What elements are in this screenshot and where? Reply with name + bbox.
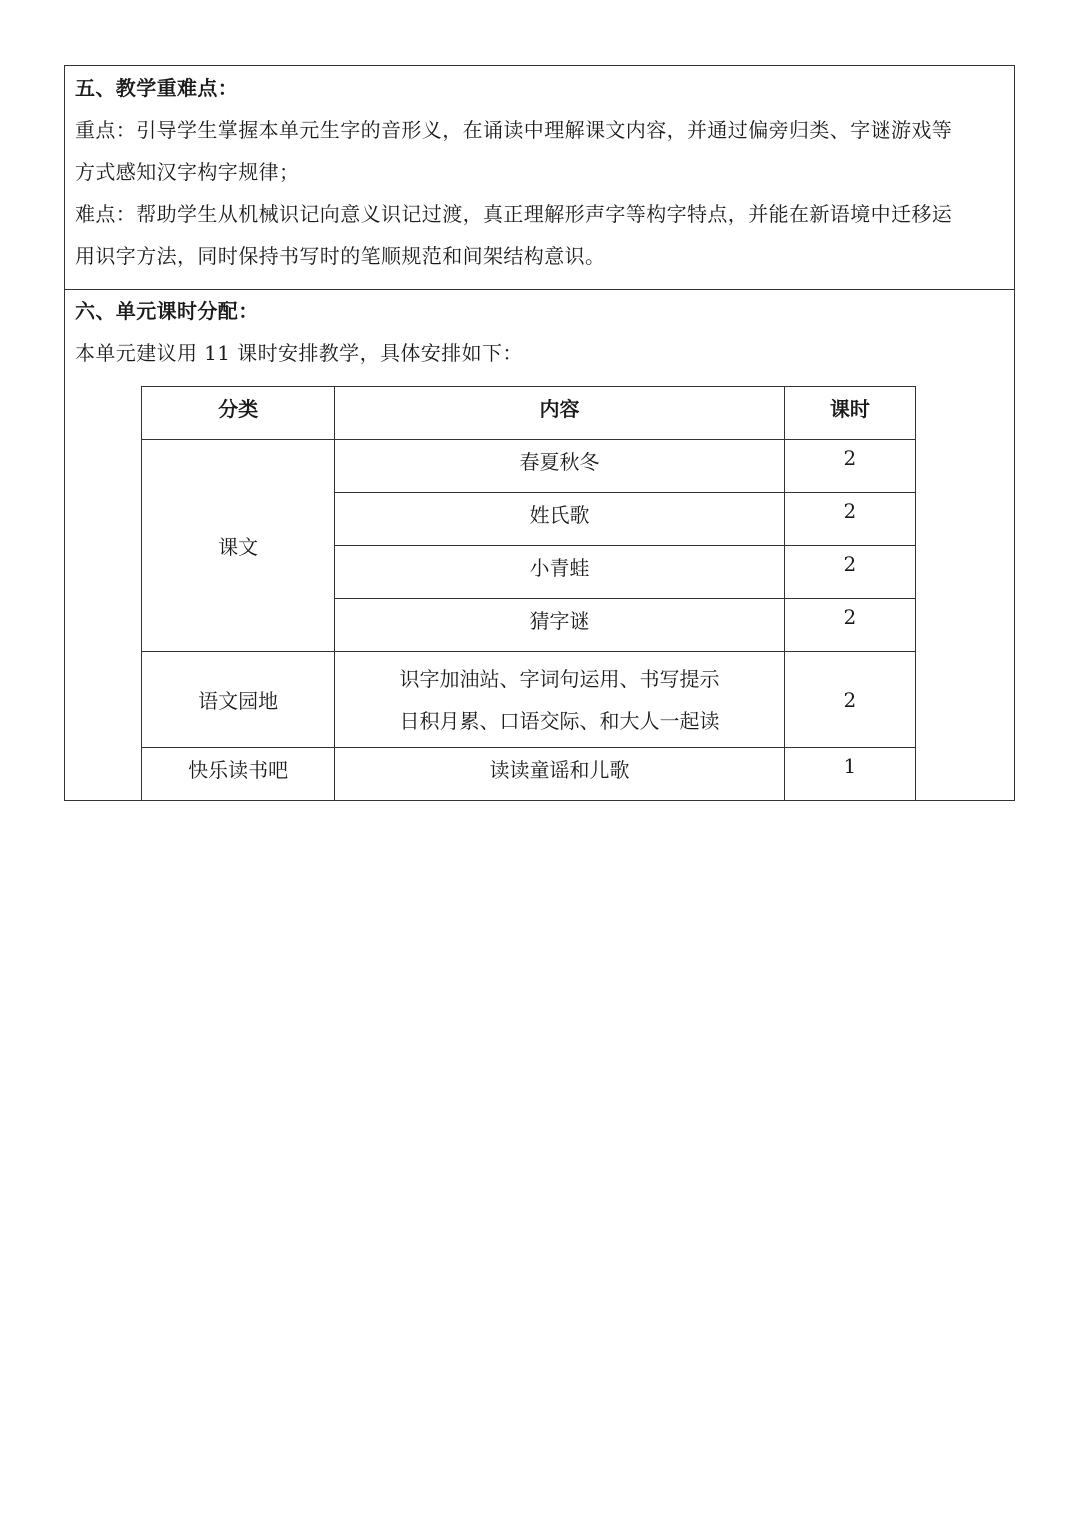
section5-line: 用识字方法，同时保持书写时的笔顺规范和间架结构意识。 — [75, 244, 606, 268]
content-cell: 春夏秋冬 — [335, 440, 785, 493]
hour-allocation-table — [141, 386, 916, 801]
section5-line: 难点：帮助学生从机械识记向意义识记过渡，真正理解形声字等构字特点，并能在新语境中迁移运 — [75, 202, 953, 226]
section5-heading: 五、教学重难点： — [75, 76, 239, 100]
hours-cell: 2 — [784, 440, 915, 493]
category-cell-garden: 语文园地 — [142, 652, 335, 748]
category-cell-reading: 快乐读书吧 — [142, 748, 335, 801]
content-cell: 读读童谣和儿歌 — [335, 748, 785, 801]
lesson-plan-frame — [64, 65, 1015, 801]
content-cell: 小青蛙 — [335, 546, 785, 599]
content-cell-garden — [335, 652, 785, 748]
content-line: 日积月累、口语交际、和大人一起读 — [399, 708, 720, 733]
header-hours: 课时 — [784, 387, 915, 440]
table-row — [142, 440, 916, 493]
section6-heading: 六、单元课时分配： — [75, 299, 259, 323]
table-row — [142, 652, 916, 748]
hours-cell: 2 — [784, 652, 915, 748]
hours-cell: 1 — [784, 748, 915, 801]
table-row — [142, 748, 916, 801]
hours-cell: 2 — [784, 599, 915, 652]
section5-line: 重点：引导学生掌握本单元生字的音形义，在诵读中理解课文内容，并通过偏旁归类、字谜游戏等 — [75, 118, 953, 142]
header-category: 分类 — [142, 387, 335, 440]
section-hour-allocation — [65, 290, 1014, 800]
content-cell: 猜字谜 — [335, 599, 785, 652]
section5-line: 方式感知汉字构字规律； — [75, 160, 300, 184]
category-cell-texts: 课文 — [142, 440, 335, 652]
header-content: 内容 — [335, 387, 785, 440]
section-key-difficulties — [65, 66, 1014, 290]
content-line: 识字加油站、字词句运用、书写提示 — [399, 666, 720, 691]
table-header-row — [142, 387, 916, 440]
hours-cell: 2 — [784, 546, 915, 599]
hours-cell: 2 — [784, 493, 915, 546]
content-cell: 姓氏歌 — [335, 493, 785, 546]
section6-intro: 本单元建议用 11 课时安排教学，具体安排如下： — [75, 341, 523, 365]
